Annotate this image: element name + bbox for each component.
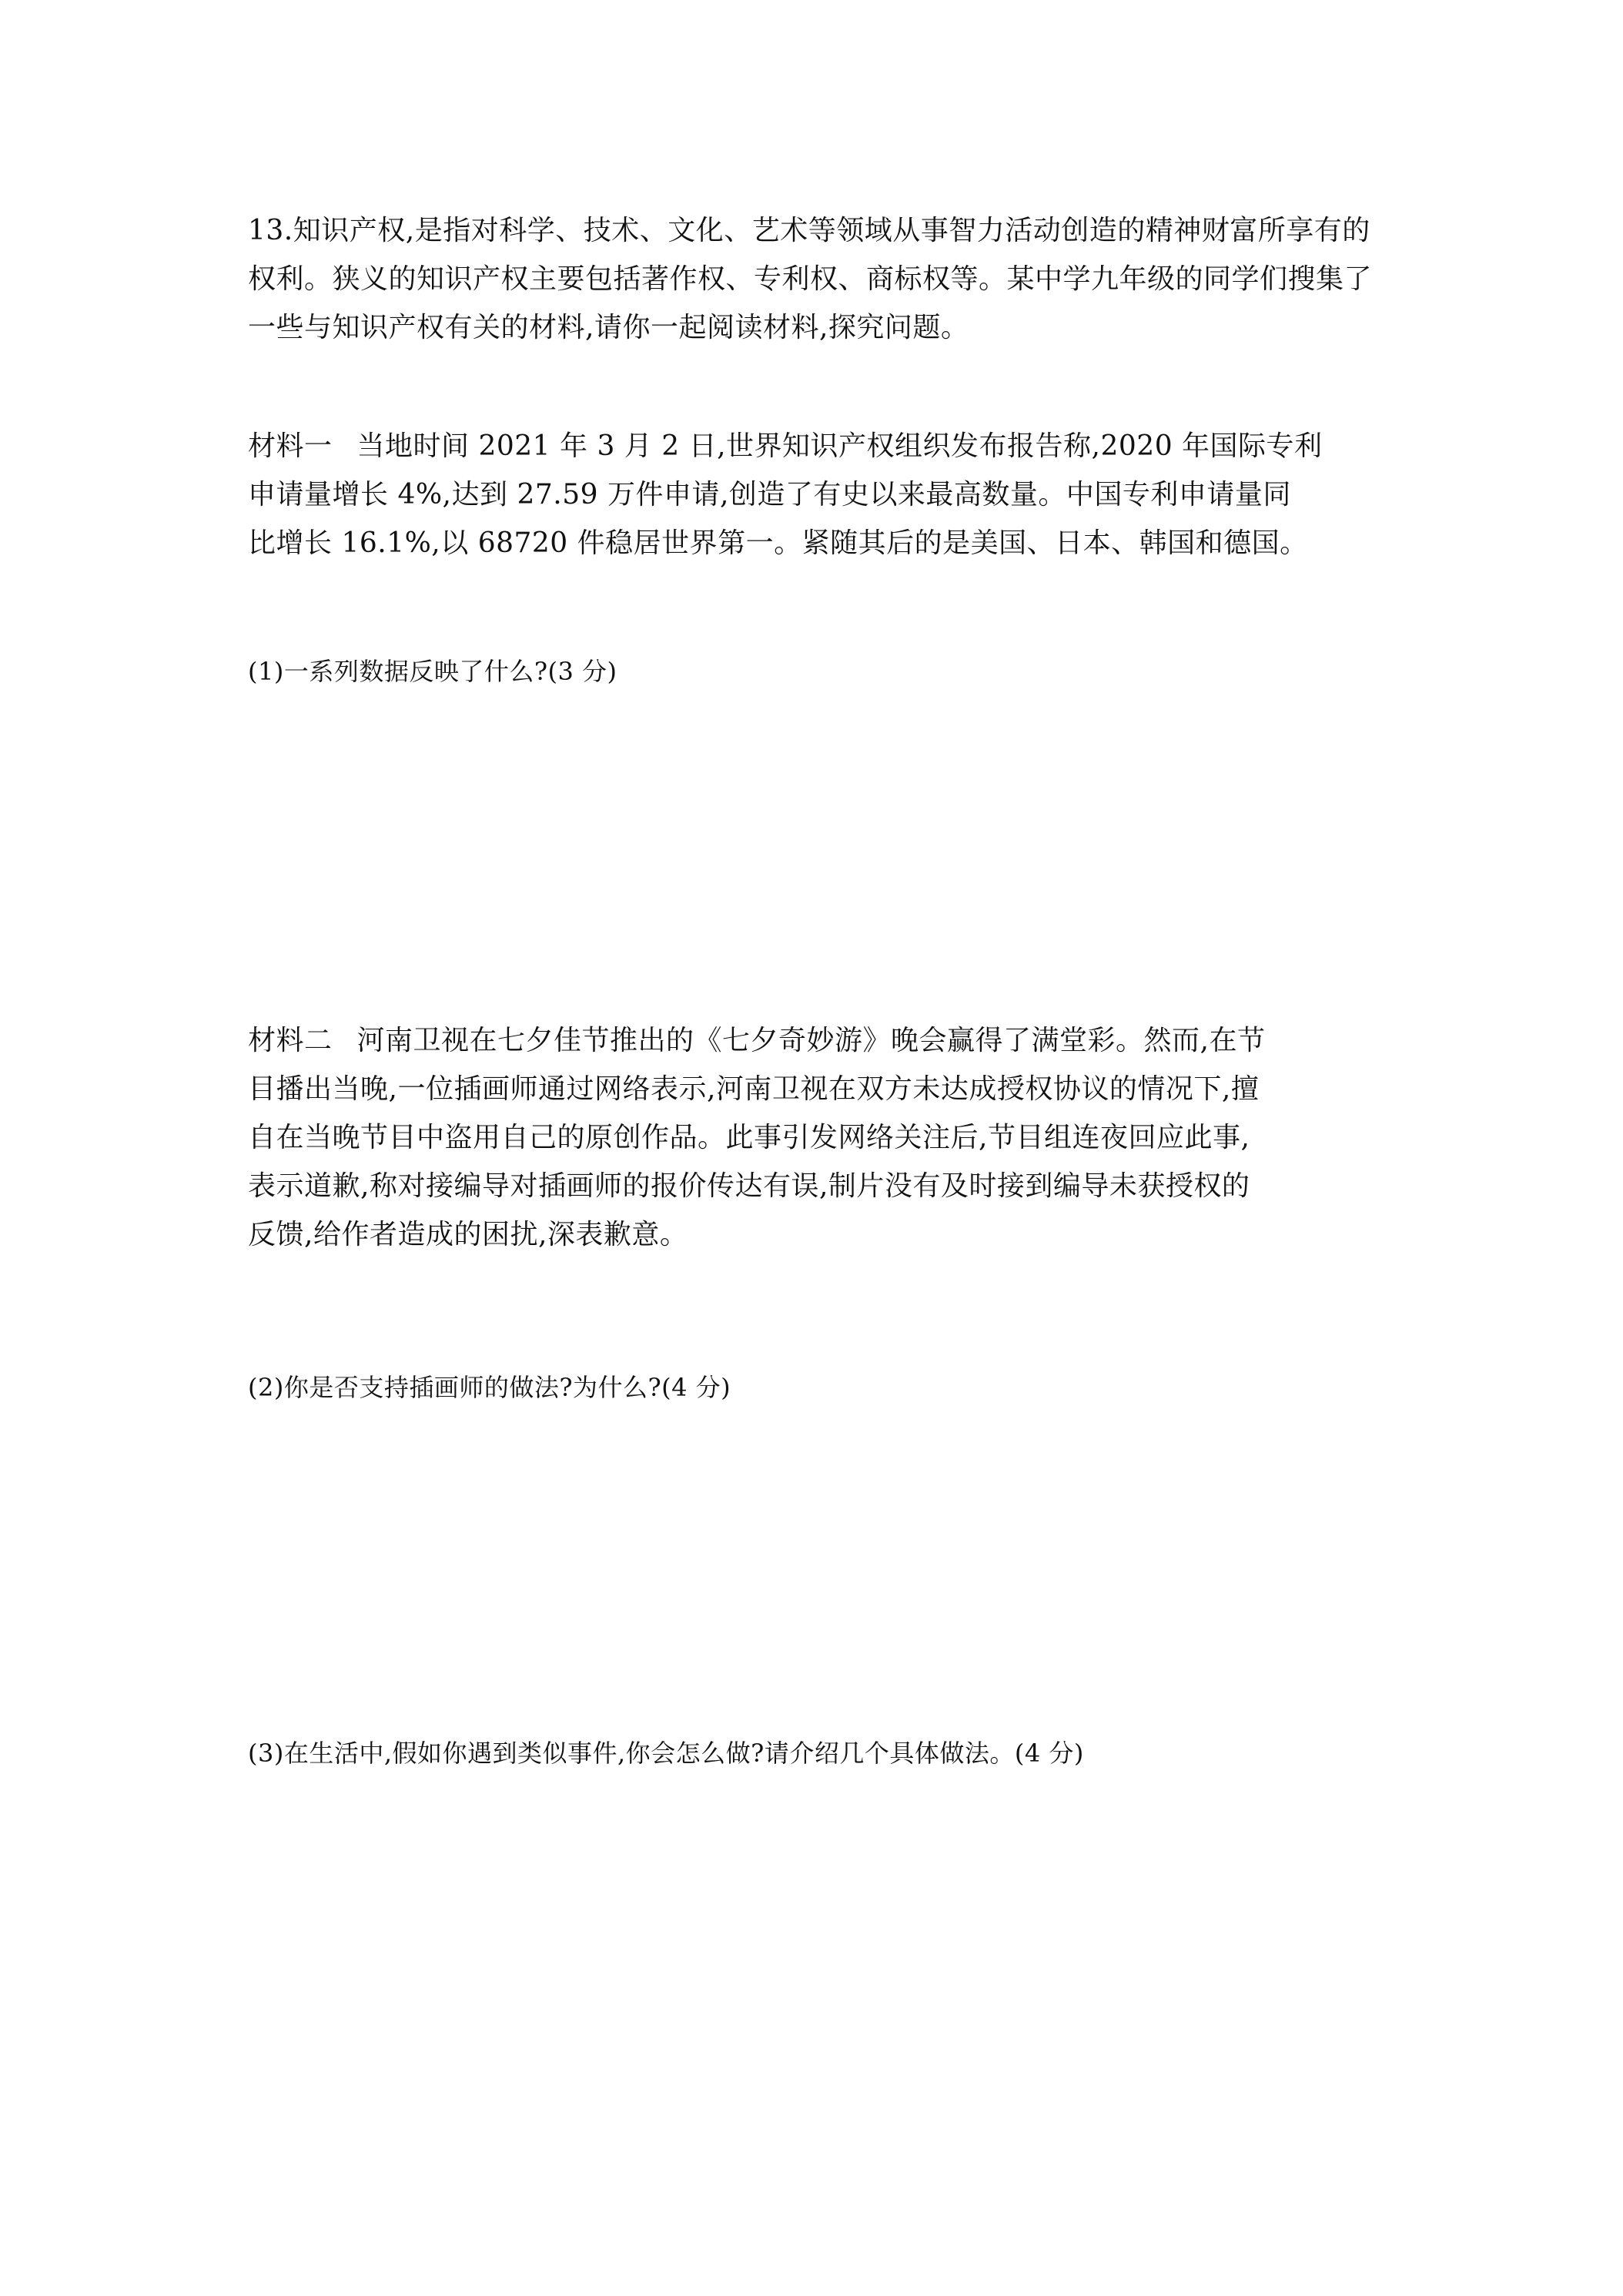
material-one-paragraph (248, 422, 1391, 567)
material-two-line: 自在当晚节目中盗用自己的原创作品。此事引发网络关注后,节目组连夜回应此事, (248, 1122, 1250, 1153)
intro-line: 一些与知识产权有关的材料,请你一起阅读材料,探究问题。 (248, 312, 969, 343)
material-two-paragraph (248, 1016, 1391, 1259)
question-one (248, 654, 1391, 698)
question-two-text: (2)你是否支持插画师的做法?为什么?(4 分) (248, 1373, 731, 1402)
material-one-label: 材料一 (248, 430, 333, 462)
material-two-line: 目播出当晚,一位插画师通过网络表示,河南卫视在双方未达成授权协议的情况下,擅 (248, 1073, 1260, 1105)
material-two-line: 河南卫视在七夕佳节推出的《七夕奇妙游》晚会赢得了满堂彩。然而,在节 (356, 1025, 1266, 1056)
material-two-first-line (248, 1016, 1391, 1065)
question-one-text: (1)一系列数据反映了什么?(3 分) (248, 657, 617, 686)
material-one-first-line (248, 422, 1391, 470)
question-two (248, 1371, 1391, 1414)
question-three (248, 1736, 1391, 1779)
intro-line: 权利。狭义的知识产权主要包括著作权、专利权、商标权等。某中学九年级的同学们搜集了 (248, 263, 1373, 295)
intro-paragraph (248, 206, 1391, 352)
intro-line: 13.知识产权,是指对科学、技术、文化、艺术等领域从事智力活动创造的精神财富所享有的 (248, 215, 1370, 246)
material-two-label: 材料二 (248, 1025, 333, 1056)
material-one-line: 比增长 16.1%,以 68720 件稳居世界第一。紧随其后的是美国、日本、韩国和德国。 (248, 527, 1308, 559)
question-three-text: (3)在生活中,假如你遇到类似事件,你会怎么做?请介绍几个具体做法。(4 分) (248, 1739, 1084, 1768)
material-one-line: 申请量增长 4%,达到 27.59 万件申请,创造了有史以来最高数量。中国专利申请量同 (248, 479, 1291, 510)
material-one-line: 当地时间 2021 年 3 月 2 日,世界知识产权组织发布报告称,2020 年国际专利 (356, 430, 1323, 462)
material-two-line: 表示道歉,称对接编导对插画师的报价传达有误,制片没有及时接到编导未获授权的 (248, 1170, 1250, 1202)
material-two-line: 反馈,给作者造成的困扰,深表歉意。 (248, 1219, 688, 1250)
